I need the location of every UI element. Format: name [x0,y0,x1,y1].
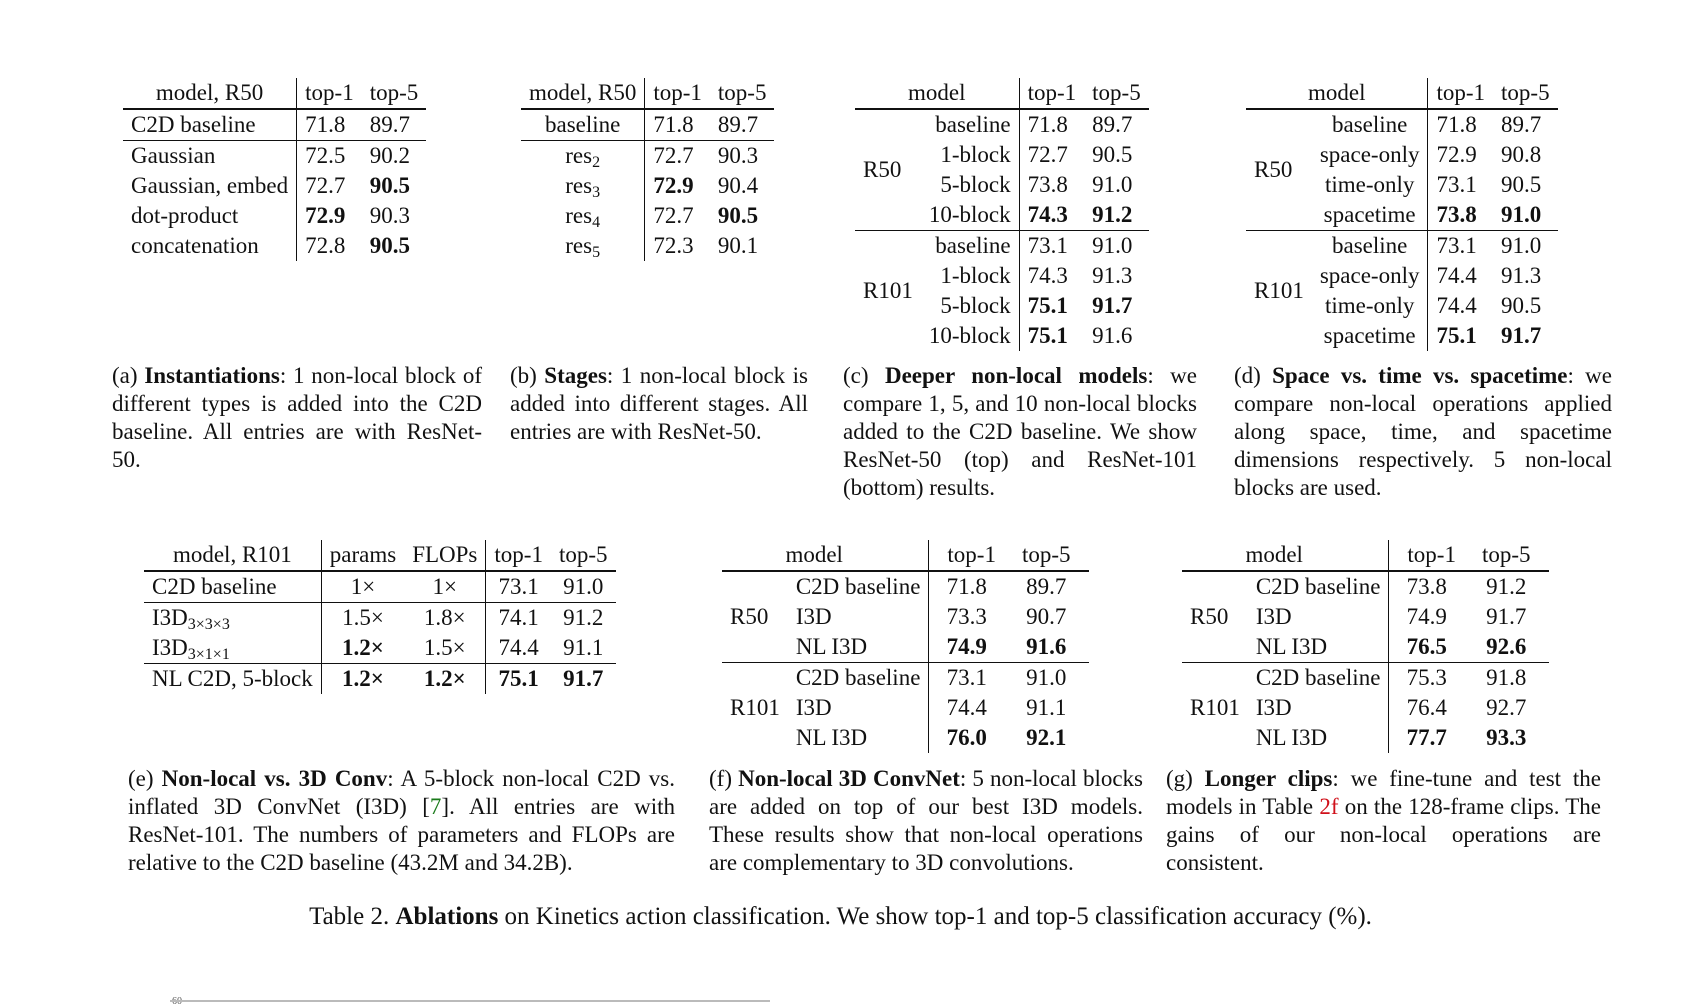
cell-top1: 73.8 [1019,170,1084,200]
header-model: model, R50 [521,78,645,109]
cell-top5: 91.1 [1026,695,1067,720]
cell-model: $I3D_{3\times 3\times 3}$ [144,603,321,634]
cell-model: spacetime [1323,323,1416,348]
caption-title: Space vs. time vs. spacetime [1272,363,1568,388]
cell-top5: 89.7 [1092,112,1133,137]
cell-model: res$_5$ [565,233,601,261]
cell-model: res$_2$ [521,141,645,172]
cell-top1: 74.1 [486,603,551,634]
cell-top1: 75.1 [1019,291,1084,321]
header-model: model [1182,540,1389,571]
cell-top5: 92.6 [1486,634,1527,659]
caption-label: (a) [112,363,145,388]
cell-top1: 72.7 [1019,140,1084,170]
caption-title: Ablations [395,903,499,930]
cell-top5: 91.0 [1004,663,1089,694]
cell-top1: 72.7 [297,171,362,201]
cell-top1: 72.9 [297,201,362,231]
cell-model: I3D [795,604,832,629]
cell-params: 1× [321,571,404,603]
table-d [1246,78,1558,351]
cell-model: $I3D_{3\times 1\times 1}$ [152,635,230,663]
cell-top5: 91.6 [1026,634,1067,659]
cell-top5: 91.3 [1092,263,1133,288]
cell-top5: 90.1 [717,233,759,258]
cell-top5: 93.3 [1486,725,1527,750]
caption-label: (g) [1166,766,1205,791]
cell-model: dot-product [131,203,239,228]
header-params: params [321,540,404,571]
header-top5: top-5 [1493,78,1558,109]
table-row [521,231,774,261]
table-f [722,540,1089,753]
header-top1: top-1 [1389,540,1464,571]
cell-top5: 91.3 [1501,263,1542,288]
table-row [123,231,426,261]
cell-top5: 90.5 [717,203,759,228]
caption-text: : we compare non-local operations applied along space, time, and spacetime dimensions respectively. 5 non-local blocks are used. [1234,363,1612,500]
cell-top5: 90.8 [1501,142,1542,167]
cell-top1: 73.1 [1428,231,1493,262]
caption-a [112,362,482,474]
caption-title: Non-local vs. 3D Conv [161,766,388,791]
table-row [1182,663,1549,694]
cell-model: 10-block [928,323,1011,348]
cell-top1: 75.3 [1389,663,1464,694]
cell-model: baseline [935,112,1011,137]
table-row [123,201,426,231]
cell-top5: 89.7 [1026,574,1067,599]
cell-model: C2D baseline [152,574,277,599]
cell-top5: 91.7 [1092,293,1133,318]
table-row [144,633,616,664]
caption-text: : we fine-tune and test the models in Table [1166,766,1601,819]
header-top5: top-5 [362,78,427,109]
cell-params: 1.2× [321,633,404,664]
cell-top5: 90.7 [1026,604,1067,629]
table-row [144,603,616,634]
cell-model: NL I3D [795,725,868,750]
cell-model: spacetime [1323,202,1416,227]
table-row [1246,231,1558,262]
caption-label: (c) [843,363,885,388]
cell-model: NL I3D [795,634,868,659]
cell-top1: 71.8 [1019,109,1084,140]
header-top1: top-1 [486,540,551,571]
cell-top1: 71.8 [929,571,1004,602]
cell-model: space-only [1319,263,1420,288]
cell-top1: 74.4 [929,693,1004,723]
cell-model: baseline [1312,231,1428,262]
table-row [144,571,616,603]
cell-params: 1.2× [321,664,404,695]
cell-flops: 1.2× [404,664,486,695]
cell-model: C2D baseline [1255,574,1381,599]
table-row [1246,109,1558,140]
cell-flops: 1× [432,574,458,599]
cell-top5: 90.2 [362,141,427,172]
cell-top5: 91.0 [1501,202,1542,227]
cell-top5: 90.5 [369,233,410,258]
caption-label: (e) [128,766,162,791]
header-top1: top-1 [1019,78,1084,109]
caption-text: : A 5-block non-local C2D vs. inflated 3D ConvNet (I3D) [ [128,766,676,819]
cell-top5: 89.7 [717,112,759,137]
table-b [521,78,774,261]
cell-top1: 72.8 [297,231,362,261]
cell-model: 5-block [940,172,1011,197]
caption-title: Deeper non-local models [884,363,1148,388]
table-e [144,540,616,694]
cell-top1: 75.1 [1019,321,1084,351]
cell-top5: 91.7 [1501,323,1542,348]
cell-top1: 75.1 [486,664,551,695]
cell-top1: 76.4 [1389,693,1464,723]
header-top1: top-1 [1428,78,1493,109]
cell-top5: 91.0 [563,574,604,599]
table-row [855,109,1149,140]
cell-top5: 91.7 [551,664,616,695]
group-label: R50 [1254,157,1293,182]
table-a [123,78,426,261]
caption-label: (f) [709,766,739,791]
cell-top1: 71.8 [645,109,710,141]
caption-f [709,765,1143,877]
cell-top5: 91.2 [551,603,616,634]
cell-top1: 76.0 [929,723,1004,753]
table-row [123,109,426,141]
cell-top1: 73.8 [1428,200,1493,231]
header-model: model [722,540,929,571]
table-row [521,171,774,201]
cell-top1: 72.7 [645,141,710,172]
cell-top1: 72.7 [645,201,710,231]
header-model: model [1246,78,1428,109]
caption-title: Instantiations [144,363,280,388]
group-label: R50 [730,604,769,629]
cell-top1: 77.7 [1389,723,1464,753]
caption-title: Stages [544,363,607,388]
cell-top1: 72.9 [1428,140,1493,170]
cell-top1: 73.3 [929,602,1004,632]
cell-model: 10-block [928,202,1011,227]
header-top1: top-1 [929,540,1004,571]
caption-c [843,362,1197,502]
cell-model: Gaussian, embed [131,173,289,198]
cell-top5: 90.3 [710,141,775,172]
cell-model: NL I3D [1255,634,1328,659]
header-top5: top-5 [710,78,775,109]
cell-top5: 92.7 [1486,695,1527,720]
group-label: R101 [1182,663,1248,754]
cell-top1: 74.4 [486,633,551,664]
cell-model: res$_3$ [565,173,601,201]
cell-top1: 74.9 [929,632,1004,663]
caption-text: : 1 non-local block is added into different stages. All entries are with ResNet-50. [510,363,808,444]
cell-model: Gaussian [123,141,297,172]
cell-top5: 90.5 [1501,293,1542,318]
cell-top1: 73.8 [1389,571,1464,602]
group-label: R50 [863,157,902,182]
caption-label: (d) [1234,363,1273,388]
cell-model: C2D baseline [131,112,256,137]
cell-model: I3D [1255,604,1292,629]
header-flops: FLOPs [404,540,486,571]
cell-model: baseline [544,112,621,137]
cell-top5: 91.2 [1092,202,1133,227]
cell-model: C2D baseline [1248,663,1389,694]
cell-top5: 90.5 [1092,142,1133,167]
cell-top1: 72.5 [297,141,362,172]
cell-top1: 74.4 [1428,261,1493,291]
cell-model: 5-block [940,293,1011,318]
cell-top5: 92.1 [1026,725,1067,750]
cell-top5: 91.1 [563,635,604,660]
caption-text: on Kinetics action classification. We show top-1 and top-5 classification accuracy (%). [498,903,1372,930]
group-label: R101 [722,663,788,754]
cell-top5: 89.7 [1501,112,1542,137]
cell-model: C2D baseline [788,663,929,694]
table-row [722,571,1089,602]
cell-top5: 89.7 [369,112,410,137]
table-row [855,231,1149,262]
cell-model: baseline [921,231,1019,262]
header-model: model, R50 [123,78,297,109]
caption-text: ]. All entries are with ResNet-101. The numbers of parameters and FLOPs are relative to the C2D baseline (43.2M and 34.2B). [128,794,675,875]
cell-model: 1-block [940,263,1011,288]
header-top1: top-1 [297,78,362,109]
cell-flops: 1.5× [423,635,466,660]
table-row [521,109,774,141]
cell-model: time-only [1324,172,1415,197]
cell-model: NL I3D [1255,725,1328,750]
header-model: model, R101 [144,540,321,571]
cell-model: time-only [1324,293,1415,318]
header-model: model [855,78,1019,109]
cell-top1: 74.3 [1019,200,1084,231]
caption-text: : 1 non-local block of different types is added into the C2D baseline. All entries are with ResNet-50. [112,363,482,472]
cell-top1: 72.3 [645,231,710,261]
cell-model: concatenation [131,233,259,258]
cell-top5: 91.6 [1092,323,1133,348]
cell-top5: 91.2 [1486,574,1527,599]
table-row [521,141,774,172]
caption-label: (b) [510,363,545,388]
cell-model: res$_4$ [565,203,601,231]
group-label: R101 [1246,231,1312,352]
cell-top5: 91.0 [1084,231,1149,262]
caption-g [1166,765,1601,877]
table-row [144,664,616,695]
table-g [1182,540,1549,753]
cell-top1: 76.5 [1389,632,1464,663]
header-top5: top-5 [551,540,616,571]
cell-top1: 75.1 [1428,321,1493,351]
caption-text: : 5 non-local blocks are added on top of our best I3D models. These results show that non-local operations are complementary to 3D convolutions. [709,766,1143,875]
cell-top1: 74.9 [1389,602,1464,632]
cell-top5: 91.8 [1464,663,1549,694]
header-top5: top-5 [1464,540,1549,571]
caption-title: Non-local 3D ConvNet [738,766,960,791]
cell-model: space-only [1319,142,1420,167]
table-row [722,663,1089,694]
cell-top5: 90.5 [369,173,410,198]
cell-top5: 90.3 [369,203,410,228]
table-row [1182,571,1549,602]
caption-title: Longer clips [1204,766,1333,791]
cell-top1: 73.1 [1019,231,1084,262]
table-row [123,141,426,172]
table-row [521,201,774,231]
cell-model: baseline [1331,112,1408,137]
cell-top1: 74.4 [1428,291,1493,321]
cell-top1: 73.1 [929,663,1004,694]
cell-top5: 91.7 [1486,604,1527,629]
cell-top1: 73.1 [1428,170,1493,200]
cell-flops: 1.8× [404,603,486,634]
cell-top5: 90.4 [717,173,759,198]
caption-e [128,765,675,877]
cell-top1: 73.1 [486,571,551,603]
table-c [855,78,1149,351]
caption-d [1234,362,1612,502]
cell-model: NL C2D, 5-block [144,664,321,695]
figure-stub-line [170,1000,770,1002]
cell-top1: 71.8 [297,109,362,141]
group-label: R101 [855,231,921,352]
cell-model: C2D baseline [795,574,921,599]
cell-top1: 71.8 [1428,109,1493,140]
cell-model: I3D [1255,695,1292,720]
caption-label: Table 2. [309,903,396,930]
cell-top5: 90.5 [1501,172,1542,197]
cell-model: 1-block [940,142,1011,167]
caption-text: : we compare 1, 5, and 10 non-local blocks added to the C2D baseline. We show ResNet-50 (top) and ResNet-101 (bottom) results. [843,363,1197,500]
table-row [123,171,426,201]
caption-b [510,362,808,446]
table-ref-link[interactable]: 2f [1319,794,1339,819]
caption-text: on the 128-frame clips. The gains of our non-local operations are consistent. [1166,794,1601,875]
header-top1: top-1 [645,78,710,109]
header-top5: top-5 [1084,78,1149,109]
cell-top1: 74.3 [1019,261,1084,291]
cell-top5: 91.0 [1493,231,1558,262]
cell-top1: 72.9 [645,171,710,201]
cell-params: 1.5× [321,603,404,634]
cell-top5: 91.0 [1092,172,1133,197]
table-caption [0,903,1681,931]
citation-link[interactable]: 7 [429,794,442,819]
cell-model: I3D [795,695,832,720]
header-top5: top-5 [1004,540,1089,571]
group-label: R50 [1190,604,1229,629]
